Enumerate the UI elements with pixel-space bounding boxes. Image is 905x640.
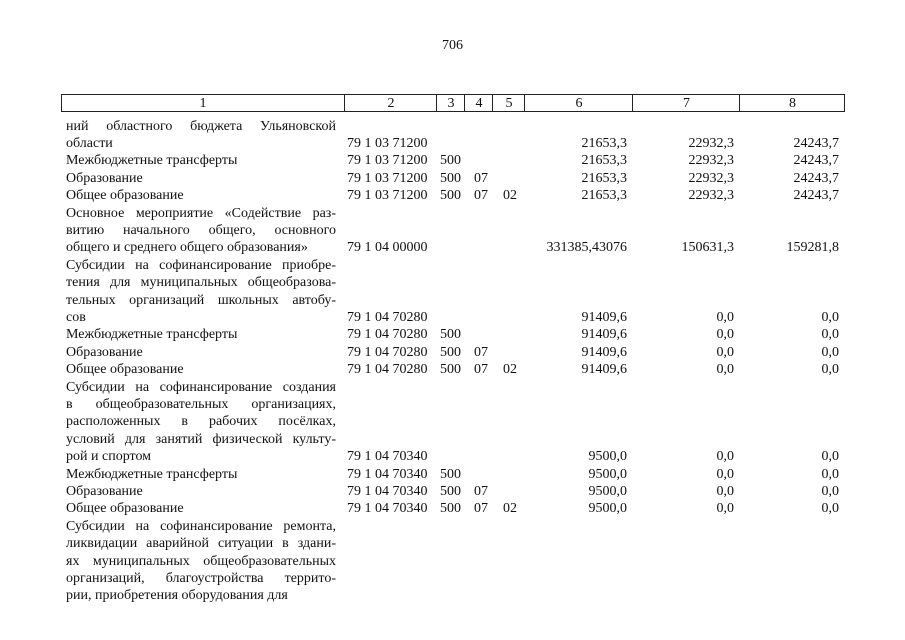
budget-code: 79 1 03 71200: [347, 170, 428, 186]
table-row: [0, 205, 905, 222]
row-label: ях муниципальных общеобразовательных: [66, 553, 336, 569]
table-row: [0, 396, 905, 413]
amount-col-8: 24243,7: [793, 135, 839, 151]
row-label: Образование: [66, 170, 143, 186]
table-row: [0, 553, 905, 570]
budget-code: 79 1 04 70340: [347, 501, 428, 517]
budget-code: 79 1 04 70280: [347, 309, 428, 325]
budget-code: 79 1 04 70340: [347, 466, 428, 482]
expense-type: 500: [440, 153, 461, 169]
amount-col-8: 0,0: [821, 449, 839, 465]
header-col-3: 3: [436, 95, 465, 111]
table-row: [0, 118, 905, 135]
expense-type: 500: [440, 501, 461, 517]
amount-col-8: 24243,7: [793, 153, 839, 169]
table-row: [0, 361, 905, 378]
row-label: в общеобразовательных организациях,: [66, 396, 336, 412]
amount-col-7: 0,0: [716, 362, 734, 378]
section: 07: [474, 188, 488, 204]
amount-col-7: 150631,3: [681, 240, 734, 256]
page-number: 706: [442, 38, 463, 53]
amount-col-6: 9500,0: [588, 466, 627, 482]
row-label: расположенных в рабочих посёлках,: [66, 414, 336, 430]
budget-code: 79 1 04 00000: [347, 240, 428, 256]
row-label: Межбюджетные трансферты: [66, 153, 238, 169]
row-label: рии, приобретения оборудования для: [66, 588, 288, 604]
row-label: Образование: [66, 344, 143, 360]
amount-col-8: 159281,8: [786, 240, 839, 256]
row-label: области: [66, 135, 113, 151]
header-col-6: 6: [524, 95, 633, 111]
row-label: Основное мероприятие «Содействие раз-: [66, 205, 336, 221]
table-row: [0, 413, 905, 430]
amount-col-6: 9500,0: [588, 483, 627, 499]
amount-col-7: 0,0: [716, 466, 734, 482]
amount-col-8: 24243,7: [793, 170, 839, 186]
budget-code: 79 1 04 70340: [347, 483, 428, 499]
expense-type: 500: [440, 466, 461, 482]
table-row: [0, 274, 905, 291]
row-label: ний областного бюджета Ульяновской: [66, 118, 336, 134]
expense-type: 500: [440, 483, 461, 499]
table-row: [0, 518, 905, 535]
amount-col-7: 0,0: [716, 344, 734, 360]
row-label: рой и спортом: [66, 449, 152, 465]
row-label: условий для занятий физической культу-: [66, 431, 336, 447]
table-row: [0, 292, 905, 309]
amount-col-7: 0,0: [716, 309, 734, 325]
section: 07: [474, 170, 488, 186]
amount-col-6: 91409,6: [581, 309, 627, 325]
header-col-4: 4: [464, 95, 493, 111]
header-col-1: 1: [199, 96, 207, 111]
budget-code: 79 1 03 71200: [347, 153, 428, 169]
table-row: [0, 570, 905, 587]
row-label: Субсидии на софинансирование ремонта,: [66, 518, 336, 534]
amount-col-6: 331385,43076: [546, 240, 627, 256]
budget-code: 79 1 04 70280: [347, 344, 428, 360]
table-row: [0, 239, 905, 256]
table-row: [0, 466, 905, 483]
subsection: 02: [503, 501, 517, 517]
budget-code: 79 1 04 70280: [347, 362, 428, 378]
row-label: тельных организаций школьных автобу-: [66, 292, 336, 308]
row-label: Межбюджетные трансферты: [66, 466, 238, 482]
budget-code: 79 1 03 71200: [347, 135, 428, 151]
amount-col-7: 0,0: [716, 449, 734, 465]
amount-col-6: 21653,3: [581, 188, 627, 204]
section: 07: [474, 483, 488, 499]
amount-col-7: 22932,3: [688, 188, 734, 204]
table-header: [61, 94, 845, 112]
amount-col-8: 0,0: [821, 344, 839, 360]
row-label: Общее образование: [66, 501, 184, 517]
table-row: [0, 587, 905, 604]
amount-col-8: 24243,7: [793, 188, 839, 204]
table-row: [0, 135, 905, 152]
budget-code: 79 1 03 71200: [347, 188, 428, 204]
section: 07: [474, 344, 488, 360]
row-label: Субсидии на софинансирование приобре-: [66, 257, 336, 273]
amount-col-8: 0,0: [821, 327, 839, 343]
table-row: [0, 187, 905, 204]
table-row: [0, 170, 905, 187]
header-col-8: 8: [739, 95, 845, 111]
amount-col-8: 0,0: [821, 466, 839, 482]
amount-col-6: 9500,0: [588, 501, 627, 517]
row-label: Общее образование: [66, 188, 184, 204]
amount-col-7: 22932,3: [688, 153, 734, 169]
amount-col-6: 91409,6: [581, 362, 627, 378]
amount-col-6: 9500,0: [588, 449, 627, 465]
amount-col-6: 21653,3: [581, 170, 627, 186]
amount-col-8: 0,0: [821, 501, 839, 517]
expense-type: 500: [440, 344, 461, 360]
table-row: [0, 535, 905, 552]
row-label: общего и среднего общего образования»: [66, 240, 308, 256]
expense-type: 500: [440, 170, 461, 186]
row-label: Образование: [66, 483, 143, 499]
amount-col-8: 0,0: [821, 362, 839, 378]
table-row: [0, 309, 905, 326]
amount-col-6: 91409,6: [581, 344, 627, 360]
table-row: [0, 257, 905, 274]
table-row: [0, 500, 905, 517]
budget-code: 79 1 04 70340: [347, 449, 428, 465]
row-label: Субсидии на софинансирование создания: [66, 379, 336, 395]
table-row: [0, 344, 905, 361]
subsection: 02: [503, 188, 517, 204]
table-row: [0, 431, 905, 448]
row-label: организаций, благоустройства террито-: [66, 570, 336, 586]
amount-col-6: 21653,3: [581, 135, 627, 151]
expense-type: 500: [440, 327, 461, 343]
row-label: тения для муниципальных общеобразова-: [66, 275, 336, 291]
amount-col-7: 22932,3: [688, 135, 734, 151]
amount-col-6: 21653,3: [581, 153, 627, 169]
table-row: [0, 222, 905, 239]
table-row: [0, 326, 905, 343]
section: 07: [474, 362, 488, 378]
row-label: сов: [66, 309, 86, 325]
amount-col-8: 0,0: [821, 483, 839, 499]
subsection: 02: [503, 362, 517, 378]
header-col-5: 5: [492, 95, 525, 111]
table-row: [0, 152, 905, 169]
row-label: ликвидации аварийной ситуации в здани-: [66, 536, 336, 552]
amount-col-7: 0,0: [716, 327, 734, 343]
amount-col-6: 91409,6: [581, 327, 627, 343]
row-label: Межбюджетные трансферты: [66, 327, 238, 343]
table-row: [0, 483, 905, 500]
table-row: [0, 379, 905, 396]
header-col-7: 7: [632, 95, 740, 111]
budget-code: 79 1 04 70280: [347, 327, 428, 343]
amount-col-8: 0,0: [821, 309, 839, 325]
section: 07: [474, 501, 488, 517]
table-row: [0, 448, 905, 465]
header-col-2: 2: [344, 95, 437, 111]
amount-col-7: 0,0: [716, 501, 734, 517]
amount-col-7: 0,0: [716, 483, 734, 499]
amount-col-7: 22932,3: [688, 170, 734, 186]
row-label: витию начального общего, основного: [66, 222, 336, 238]
expense-type: 500: [440, 362, 461, 378]
row-label: Общее образование: [66, 362, 184, 378]
expense-type: 500: [440, 188, 461, 204]
